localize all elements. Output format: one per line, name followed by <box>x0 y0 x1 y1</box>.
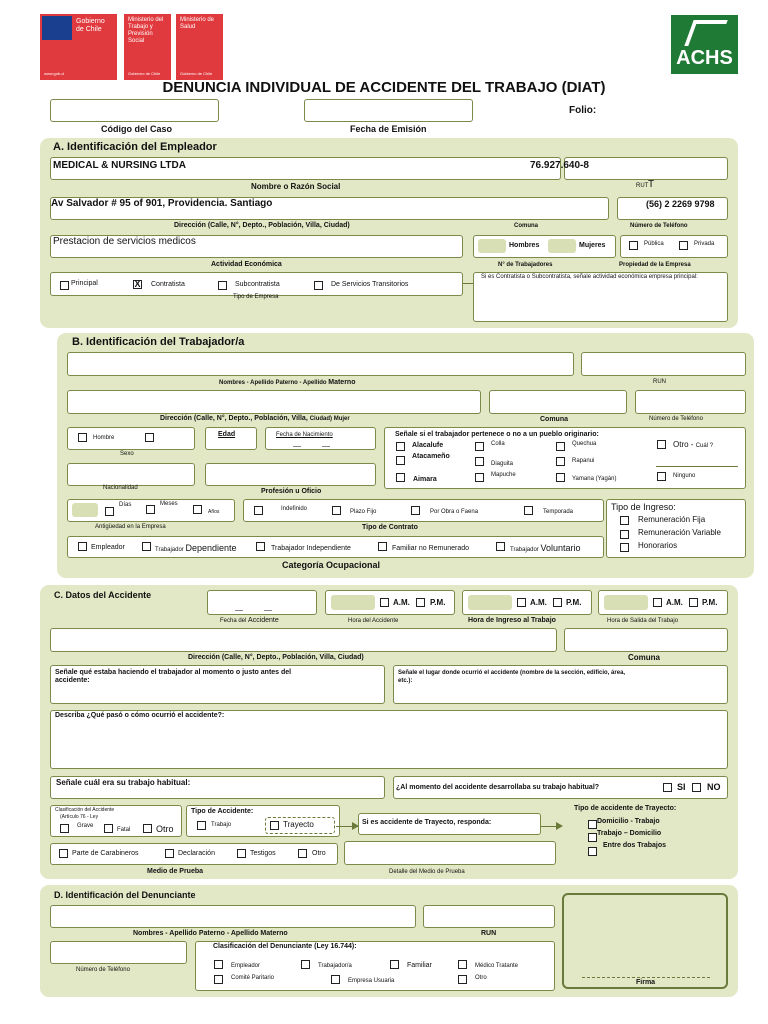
indefinido-label: Indefinido <box>281 506 308 512</box>
d-trabajador-label: Trabajador/a <box>318 963 352 969</box>
firma-line <box>582 977 710 978</box>
rem-fija-label: Remuneración Fija <box>638 515 706 524</box>
pm-label: P.M. <box>566 598 582 607</box>
testigos-label: Testigos <box>250 850 276 857</box>
trabajador-direccion-field[interactable] <box>67 390 481 414</box>
telefono-value: (56) 2 2269 9798 <box>646 199 715 209</box>
categoria-label: Categoría Ocupacional <box>282 560 381 570</box>
otro-clasif-checkbox[interactable] <box>143 824 152 833</box>
mapuche-label: Mapuche <box>491 472 516 478</box>
detalle-medio-label: Detalle del Medio de Prueba <box>389 869 465 875</box>
actividad-value: Prestacion de servicios medicos <box>53 236 196 247</box>
alacalufe-label: Alacalufe <box>412 442 444 449</box>
temporada-checkbox[interactable] <box>524 506 533 515</box>
rut-value: 76.927.640-8 <box>530 160 589 171</box>
denunciante-nombres-label: Nombres - Apellido Paterno - Apellido Materno <box>133 930 288 937</box>
declaracion-label: Declaración <box>178 850 215 857</box>
otro-clasif-label: Otro <box>156 824 174 834</box>
razon-social-value: MEDICAL & NURSING LTDA <box>53 160 186 171</box>
plazo-fijo-label: Plazo Fijo <box>350 509 377 515</box>
logo-text: Gobierno de Chile <box>128 71 161 76</box>
d-familiar-checkbox[interactable] <box>390 960 399 969</box>
trayecto-checkbox[interactable] <box>270 821 279 830</box>
am-label: A.M. <box>666 598 683 607</box>
mapuche-checkbox[interactable] <box>475 473 484 482</box>
direccion-label: Dirección (Calle, N°, Depto., Población, Villa, Ciudad) <box>174 222 350 229</box>
logo-url: www.gob.cl <box>44 71 65 76</box>
por-obra-label: Por Obra o Faena <box>430 509 479 515</box>
subcontratista-label: Subcontratista <box>235 281 280 288</box>
gobierno-de-chile-logo <box>40 14 117 80</box>
arrow-right-icon <box>556 822 563 830</box>
hora-acc-am-checkbox[interactable] <box>380 598 389 607</box>
fecha-emision-label: Fecha de Emisión <box>350 124 427 134</box>
domicilio-trabajo-checkbox[interactable] <box>588 820 597 829</box>
logo-text: Gobierno <box>76 18 105 25</box>
telefono-label: Número de Teléfono <box>630 223 688 229</box>
accidente-comuna-field[interactable] <box>564 628 728 652</box>
denunciante-telefono-field[interactable] <box>50 941 187 964</box>
privada-checkbox[interactable] <box>679 241 688 250</box>
carabineros-checkbox[interactable] <box>59 849 68 858</box>
familiar-checkbox[interactable] <box>378 542 387 551</box>
trabajador-nombres-field[interactable] <box>67 352 574 376</box>
fecha-accidente-field[interactable] <box>207 590 317 615</box>
denunciante-nombres-field[interactable] <box>50 905 416 928</box>
plazo-fijo-checkbox[interactable] <box>332 506 341 515</box>
rapanui-checkbox[interactable] <box>556 457 565 466</box>
grave-checkbox[interactable] <box>60 824 69 833</box>
mujeres-count-field[interactable] <box>548 239 576 253</box>
principal-checkbox[interactable] <box>60 281 69 290</box>
pm-label: P.M. <box>702 598 718 607</box>
independiente-label: Trabajador Independiente <box>271 545 351 552</box>
meses-checkbox[interactable] <box>146 505 155 514</box>
atacameno-label: Atacameño <box>412 453 450 460</box>
dias-field[interactable] <box>72 503 98 517</box>
telefono-label: Número de Teléfono <box>649 416 703 422</box>
anos-label: Años <box>208 509 220 515</box>
codigo-caso-field[interactable] <box>50 99 219 122</box>
d-empleador-checkbox[interactable] <box>214 960 223 969</box>
d-comite-label: Comité Paritario <box>231 975 275 981</box>
habitual-question: ¿Al momento del accidente desarrollaba su trabajo habitual? <box>396 784 600 791</box>
publica-label: Pública <box>644 241 664 247</box>
fecha-accidente-label: Fecha del Accidente <box>220 617 279 624</box>
denunciante-run-field[interactable] <box>423 905 555 928</box>
d-empresa-usuaria-label: Empresa Usuaria <box>348 978 395 984</box>
run-label: RUN <box>653 379 666 385</box>
logo-text: Salud <box>180 24 196 30</box>
d-empleador-label: Empleador <box>231 963 261 969</box>
tipo-empresa-label: Tipo de Empresa <box>233 294 279 300</box>
trabajador-dependiente-label: Trabajador Dependiente <box>155 543 237 553</box>
fatal-label: Fatal <box>117 827 131 833</box>
alacalufe-checkbox[interactable] <box>396 442 405 451</box>
codigo-caso-label: Código del Caso <box>101 124 173 134</box>
otro-pueblo-label: Otro - Cuál ? <box>673 440 714 449</box>
logo-text: Previsión <box>128 31 153 37</box>
fecha-emision-field[interactable] <box>304 99 473 122</box>
tipo-trayecto-label: Tipo de accidente de Trayecto: <box>574 805 677 812</box>
trabajador-telefono-field[interactable] <box>635 390 746 414</box>
denunciante-telefono-label: Número de Teléfono <box>76 967 130 973</box>
logo-text: Ministerio de <box>180 17 215 23</box>
hora-ing-pm-checkbox[interactable] <box>553 598 562 607</box>
trabajo-checkbox[interactable] <box>197 821 206 830</box>
hora-salida-label: Hora de Salida del Trabajo <box>607 618 679 624</box>
d-otro-label: Otro <box>475 975 487 981</box>
hora-salida-field[interactable] <box>604 595 648 610</box>
honorarios-checkbox[interactable] <box>620 543 629 552</box>
antiguedad-label: Antigüedad en la Empresa <box>95 524 166 530</box>
hora-accidente-field[interactable] <box>331 595 375 610</box>
privada-label: Privada <box>694 241 715 247</box>
d-empresa-usuaria-checkbox[interactable] <box>331 975 340 984</box>
detalle-medio-field[interactable] <box>344 841 556 865</box>
fecha-nacimiento-field[interactable] <box>265 427 376 450</box>
contratista-label: Contratista <box>151 281 185 288</box>
section-a-title: A. Identificación del Empleador <box>53 141 217 153</box>
subcontratista-checkbox[interactable] <box>218 281 227 290</box>
atacameno-checkbox[interactable] <box>396 456 405 465</box>
hombres-count-field[interactable] <box>478 239 506 253</box>
d-comite-checkbox[interactable] <box>214 975 223 984</box>
temporada-label: Temporada <box>543 509 574 515</box>
comuna-label: Comuna <box>514 223 538 229</box>
independiente-checkbox[interactable] <box>256 542 265 551</box>
hora-ing-am-checkbox[interactable] <box>517 598 526 607</box>
rut-label-suffix: T <box>648 179 655 190</box>
razon-social-label: Nombre o Razón Social <box>251 182 341 191</box>
date-separator <box>322 446 330 447</box>
otro-medio-checkbox[interactable] <box>298 849 307 858</box>
aimara-checkbox[interactable] <box>396 473 405 482</box>
trabajador-dependiente-checkbox[interactable] <box>142 542 151 551</box>
hora-accidente-label: Hora del Accidente <box>348 618 399 624</box>
tipo-ingreso-label: Tipo de Ingreso: <box>611 502 676 512</box>
describa-label: Describa ¿Qué pasó o cómo ocurrió el accidente?: <box>55 712 225 719</box>
logo-text: Trabajo y <box>128 24 153 30</box>
no-label: NO <box>707 782 721 792</box>
carabineros-label: Parte de Carabineros <box>72 850 139 857</box>
lugar-label: Señale el lugar donde ocurrió el accidente (nombre de la sección, edificio, área, etc.): <box>398 670 626 684</box>
otro-pueblo-checkbox[interactable] <box>657 440 666 449</box>
ninguno-checkbox[interactable] <box>657 472 666 481</box>
nacionalidad-label: Nacionalidad <box>103 485 138 491</box>
si-label: SI <box>677 782 686 792</box>
d-medico-checkbox[interactable] <box>458 960 467 969</box>
testigos-checkbox[interactable] <box>237 849 246 858</box>
num-trabajadores-label: N° de Trabajadores <box>498 262 553 268</box>
colla-label: Colla <box>491 441 505 447</box>
dias-label: Días <box>119 502 132 508</box>
folio-label: Folio: <box>569 105 597 116</box>
nombres-label: Nombres - Apellido Paterno - Apellido Materno <box>219 379 356 386</box>
mujer-checkbox[interactable] <box>145 433 154 442</box>
achs-logo-text: ACHS <box>676 47 733 69</box>
profesion-label: Profesión u Oficio <box>261 488 322 495</box>
d-trabajador-checkbox[interactable] <box>301 960 310 969</box>
direccion-label: Dirección (Calle, N°, Depto., Población, Villa, Ciudad) Mujer <box>160 415 350 422</box>
transitorios-label: De Servicios Transitorios <box>331 281 409 288</box>
hora-sal-am-checkbox[interactable] <box>653 598 662 607</box>
comuna-label: Comuna <box>628 653 660 662</box>
trabajador-comuna-field[interactable] <box>489 390 627 414</box>
nacionalidad-field[interactable] <box>67 463 195 486</box>
rapanui-label: Rapanui <box>572 458 595 464</box>
hora-sal-pm-checkbox[interactable] <box>689 598 698 607</box>
direccion-label: Dirección (Calle, N°, Depto., Población, Villa, Ciudad) <box>188 654 364 661</box>
quechua-label: Quechua <box>572 441 597 447</box>
yamana-checkbox[interactable] <box>556 473 565 482</box>
clasificacion-label: Clasificación del Accidente <box>55 807 115 813</box>
si-checkbox[interactable] <box>663 783 672 792</box>
sexo-label: Sexo <box>120 451 134 457</box>
mujeres-label: Mujeres <box>579 242 606 249</box>
trabajador-run-field[interactable] <box>581 352 746 376</box>
rem-variable-checkbox[interactable] <box>620 530 629 539</box>
declaracion-checkbox[interactable] <box>165 849 174 858</box>
clasificacion-sublabel: (Artículo 76 - Ley <box>60 814 99 820</box>
hora-ingreso-field[interactable] <box>468 595 512 610</box>
fatal-checkbox[interactable] <box>104 824 113 833</box>
empleador-checkbox[interactable] <box>78 542 87 551</box>
trayecto-label: Trayecto <box>283 820 314 829</box>
dias-checkbox[interactable] <box>105 507 114 516</box>
honorarios-label: Honorarios <box>638 541 678 550</box>
pueblo-question: Señale si el trabajador pertenece o no a un pueblo originario: <box>395 431 599 438</box>
chile-flag-icon <box>42 16 72 50</box>
trabajo-domicilio-checkbox[interactable] <box>588 833 597 842</box>
pm-label: P.M. <box>430 598 446 607</box>
form-title: DENUNCIA INDIVIDUAL DE ACCIDENTE DEL TRABAJO (DIAT) <box>162 79 606 96</box>
por-obra-checkbox[interactable] <box>411 506 420 515</box>
entre-trabajos-label: Entre dos Trabajos <box>603 842 667 849</box>
date-separator <box>235 610 243 611</box>
yamana-label: Yamana (Yagán) <box>572 476 617 482</box>
direccion-value: Av Salvador # 95 of 901, Providencia. Santiago <box>51 198 273 209</box>
logo-text: Social <box>128 38 145 44</box>
aimara-label: Aimara <box>413 476 437 483</box>
date-separator <box>264 610 272 611</box>
am-label: A.M. <box>530 598 547 607</box>
actividad-label: Actividad Económica <box>211 261 282 268</box>
trabajo-habitual-label: Señale cuál era su trabajo habitual: <box>56 778 191 787</box>
anos-checkbox[interactable] <box>193 505 202 514</box>
contratista-note: Si es Contratista o Subcontratista, señale actividad económica empresa principal: <box>481 274 698 280</box>
comuna-label: Comuna <box>540 416 568 423</box>
trabajo-label: Trabajo <box>211 822 232 828</box>
voluntario-label: Trabajador Voluntario <box>510 543 581 553</box>
haciendo-label: Señale qué estaba haciendo el trabajador al momento o justo antes del accidente: <box>55 669 292 684</box>
voluntario-checkbox[interactable] <box>496 542 505 551</box>
indefinido-checkbox[interactable] <box>254 506 263 515</box>
hora-ingreso-label: Hora de Ingreso al Trabajo <box>468 617 556 624</box>
accidente-direccion-field[interactable] <box>50 628 557 652</box>
logo-text: Gobierno de Chile <box>180 71 213 76</box>
trayecto-question: Si es accidente de Trayecto, responda: <box>362 819 492 826</box>
familiar-label: Familiar no Remunerado <box>392 545 470 552</box>
date-separator <box>293 446 301 447</box>
transitorios-checkbox[interactable] <box>314 281 323 290</box>
meses-label: Meses <box>160 501 178 507</box>
profesion-field[interactable] <box>205 463 376 486</box>
entre-trabajos-checkbox[interactable] <box>588 847 597 856</box>
rem-fija-checkbox[interactable] <box>620 516 629 525</box>
propiedad-label: Propiedad de la Empresa <box>619 262 691 268</box>
medio-prueba-label: Medio de Prueba <box>147 868 204 875</box>
grave-label: Grave <box>77 823 94 829</box>
logo-text: Ministerio del <box>128 17 164 23</box>
hombres-label: Hombres <box>509 242 540 249</box>
hombre-checkbox[interactable] <box>78 433 87 442</box>
d-familiar-label: Familiar <box>407 962 432 969</box>
firma-label: Firma <box>636 979 656 986</box>
logo-text: de Chile <box>76 26 102 33</box>
publica-checkbox[interactable] <box>629 241 638 250</box>
diaguita-label: Diaguita <box>491 461 514 467</box>
quechua-checkbox[interactable] <box>556 442 565 451</box>
fecha-nacimiento-label: Fecha de Nacimiento <box>276 432 333 438</box>
d-otro-checkbox[interactable] <box>458 975 467 984</box>
section-d-title: D. Identificación del Denunciante <box>54 890 196 900</box>
clasificacion-denunciante-label: Clasificación del Denunciante (Ley 16.744): <box>213 943 357 950</box>
firma-field[interactable] <box>562 893 728 989</box>
no-checkbox[interactable] <box>692 783 701 792</box>
achs-logo <box>671 15 738 74</box>
trabajo-domicilio-label: Trabajo – Domicilio <box>597 830 662 837</box>
hora-acc-pm-checkbox[interactable] <box>416 598 425 607</box>
edad-label: Edad <box>218 431 236 438</box>
otro-cual-line[interactable] <box>656 466 738 467</box>
ministerio-trabajo-logo <box>124 14 171 80</box>
colla-checkbox[interactable] <box>475 442 484 451</box>
am-label: A.M. <box>393 598 410 607</box>
rem-variable-label: Remuneración Variable <box>638 528 722 537</box>
empleador-label: Empleador <box>91 544 125 551</box>
tipo-accidente-label: Tipo de Accidente: <box>191 808 254 815</box>
ninguno-label: Ninguno <box>673 473 696 479</box>
rut-label: RUT <box>636 183 649 189</box>
hombre-label: Hombre <box>93 435 115 441</box>
diaguita-checkbox[interactable] <box>475 457 484 466</box>
denunciante-run-label: RUN <box>481 930 497 937</box>
tipo-contrato-label: Tipo de Contrato <box>362 524 418 531</box>
domicilio-trabajo-label: Domicilio - Trabajo <box>597 818 660 825</box>
ministerio-salud-logo <box>176 14 223 80</box>
section-b-title: B. Identificación del Trabajador/a <box>72 336 245 348</box>
principal-label: Principal <box>71 280 98 287</box>
d-medico-label: Médico Tratante <box>475 963 519 969</box>
section-c-title: C. Datos del Accidente <box>54 590 152 600</box>
contratista-checkbox[interactable]: X <box>134 279 141 289</box>
otro-medio-label: Otro <box>312 850 326 857</box>
